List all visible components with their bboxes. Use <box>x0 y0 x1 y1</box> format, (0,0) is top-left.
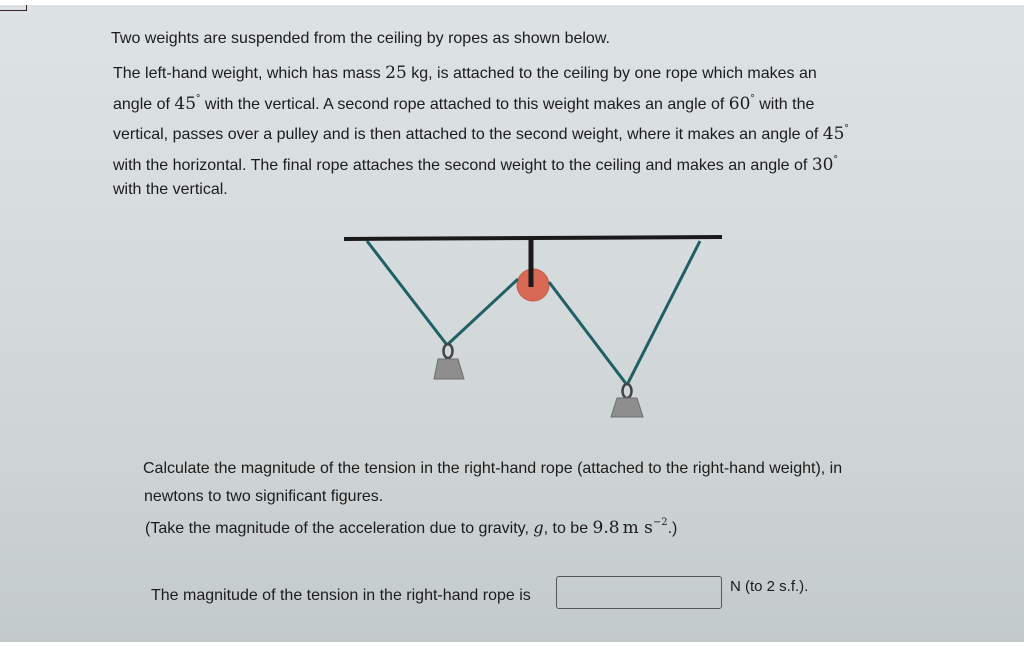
right-rope <box>627 241 700 385</box>
left-weight <box>434 344 464 379</box>
left-rope <box>367 241 447 345</box>
left-hook-icon <box>444 344 453 358</box>
tension-answer-input[interactable] <box>556 576 722 609</box>
description-line-4: with the horizontal. The final rope attaches the second weight to the ceiling and makes an angle of 30° <box>113 153 838 175</box>
task-line-2: newtons to two significant figures. <box>144 488 384 505</box>
question-description <box>113 61 943 203</box>
gravity-exponent: −2 <box>652 517 668 528</box>
gravity-unit: m s <box>622 518 653 538</box>
question-intro: Two weights are suspended from the ceiling by ropes as shown below. <box>111 30 610 47</box>
mass-value: 25 <box>385 63 407 83</box>
middle-rope-left <box>447 279 518 345</box>
answer-suffix: N (to 2 s.f.). <box>730 578 809 595</box>
pulley-diagram <box>330 225 730 425</box>
middle-rope-right <box>549 282 627 385</box>
left-weight-block <box>434 359 464 379</box>
task-line-1: Calculate the magnitude of the tension in the right-hand rope (attached to the right-hand weight), in <box>143 460 843 477</box>
angle-60: 60 <box>728 93 751 114</box>
right-hook-icon <box>623 384 632 398</box>
angle-30: 30 <box>811 154 834 175</box>
gravity-value: 9.8 <box>592 518 620 538</box>
gravity-note: (Take the magnitude of the acceleration due to gravity, g, to be 9.8 m $s^{-2}$.) <box>145 517 678 538</box>
description-line-2: angle of 45° with the vertical. A second rope attached to this weight makes an angle of 60° with the <box>113 92 815 114</box>
angle-45-horizontal: 45 <box>822 124 845 144</box>
screen-edge-mark <box>0 5 27 11</box>
right-weight-block <box>611 398 643 417</box>
answer-prompt: The magnitude of the tension in the right-hand rope is <box>151 587 531 604</box>
question-page <box>0 5 1024 642</box>
gravity-symbol: g <box>533 518 544 537</box>
description-line-1: The left-hand weight, which has mass 25 kg, is attached to the ceiling by one rope which makes an <box>113 63 817 83</box>
angle-45-left: 45 <box>174 93 197 114</box>
ceiling-bar <box>344 237 722 239</box>
right-weight <box>611 384 643 417</box>
description-line-3: vertical, passes over a pulley and is then attached to the second weight, where it makes an angle of 45° <box>113 123 849 144</box>
description-line-5: with the vertical. <box>113 181 228 198</box>
